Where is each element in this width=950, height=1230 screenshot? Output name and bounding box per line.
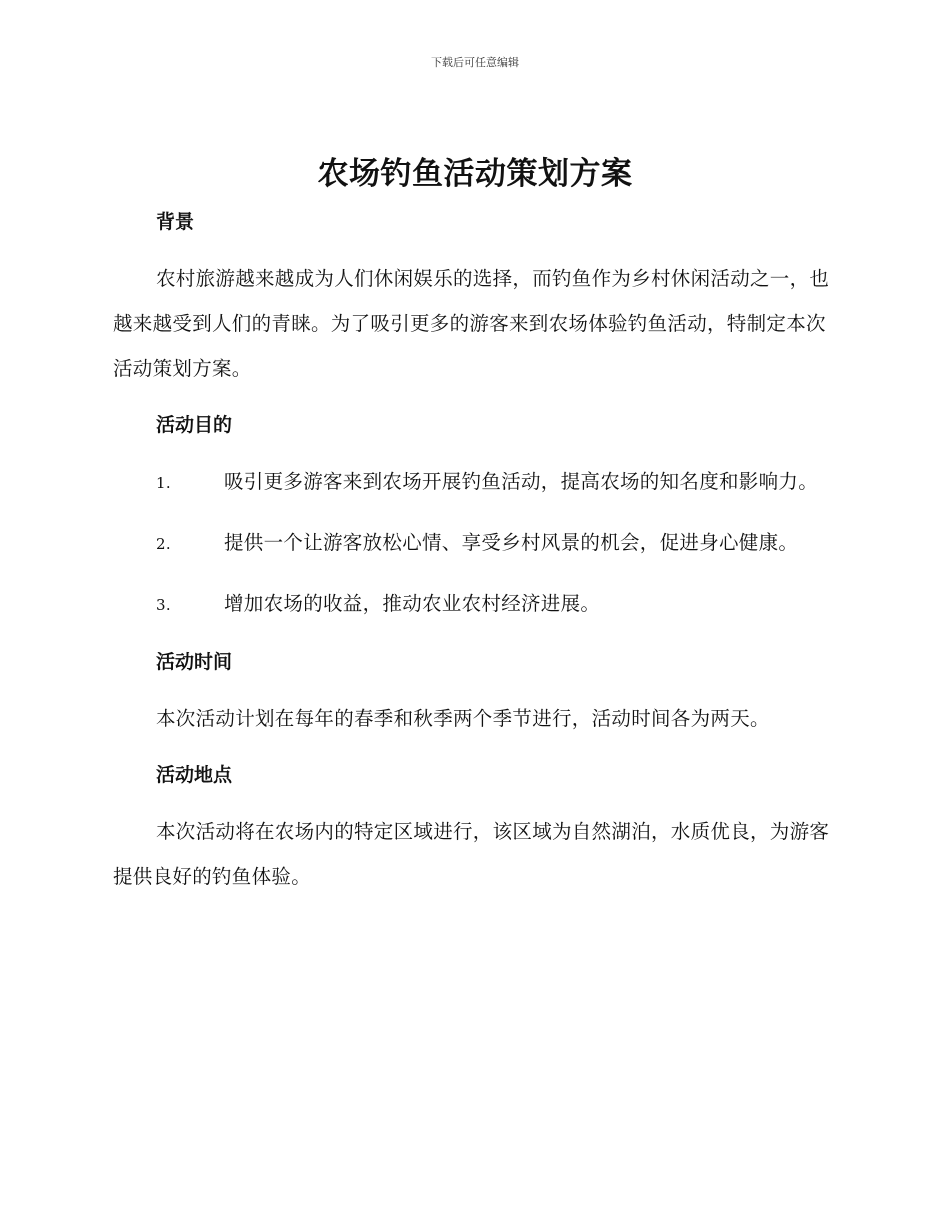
document-title: 农场钓鱼活动策划方案	[317, 156, 633, 192]
purpose-list-item	[113, 581, 835, 628]
section-heading-location: 活动地点	[156, 764, 233, 786]
document-body	[113, 202, 835, 899]
list-item-number: 1.	[156, 474, 171, 492]
section-heading-time: 活动时间	[156, 651, 233, 673]
section-heading-purpose: 活动目的	[156, 414, 233, 436]
list-item-number: 2.	[156, 535, 171, 553]
list-item-text: 吸引更多游客来到农场开展钓鱼活动，提高农场的知名度和影响力。	[224, 470, 819, 493]
location-paragraph: 本次活动将在农场内的特定区域进行，该区域为自然湖泊，水质优良，为游客提供良好的钓鱼体验。	[113, 820, 830, 888]
background-paragraph: 农村旅游越来越成为人们休闲娱乐的选择，而钓鱼作为乡村休闲活动之一，也越来越受到人们的青睐。为了吸引更多的游客来到农场体验钓鱼活动，特制定本次活动策划方案。	[113, 267, 830, 380]
purpose-list-item	[113, 520, 835, 567]
time-paragraph: 本次活动计划在每年的春季和秋季两个季节进行，活动时间各为两天。	[156, 707, 770, 730]
purpose-list-item	[113, 459, 835, 506]
list-item-text: 增加农场的收益，推动农业农村经济进展。	[224, 592, 601, 615]
section-heading-background: 背景	[156, 211, 195, 233]
list-item-text: 提供一个让游客放松心情、享受乡村风景的机会，促进身心健康。	[224, 531, 799, 554]
list-item-number: 3.	[156, 596, 171, 614]
header-note: 下载后可任意编辑	[431, 56, 519, 69]
